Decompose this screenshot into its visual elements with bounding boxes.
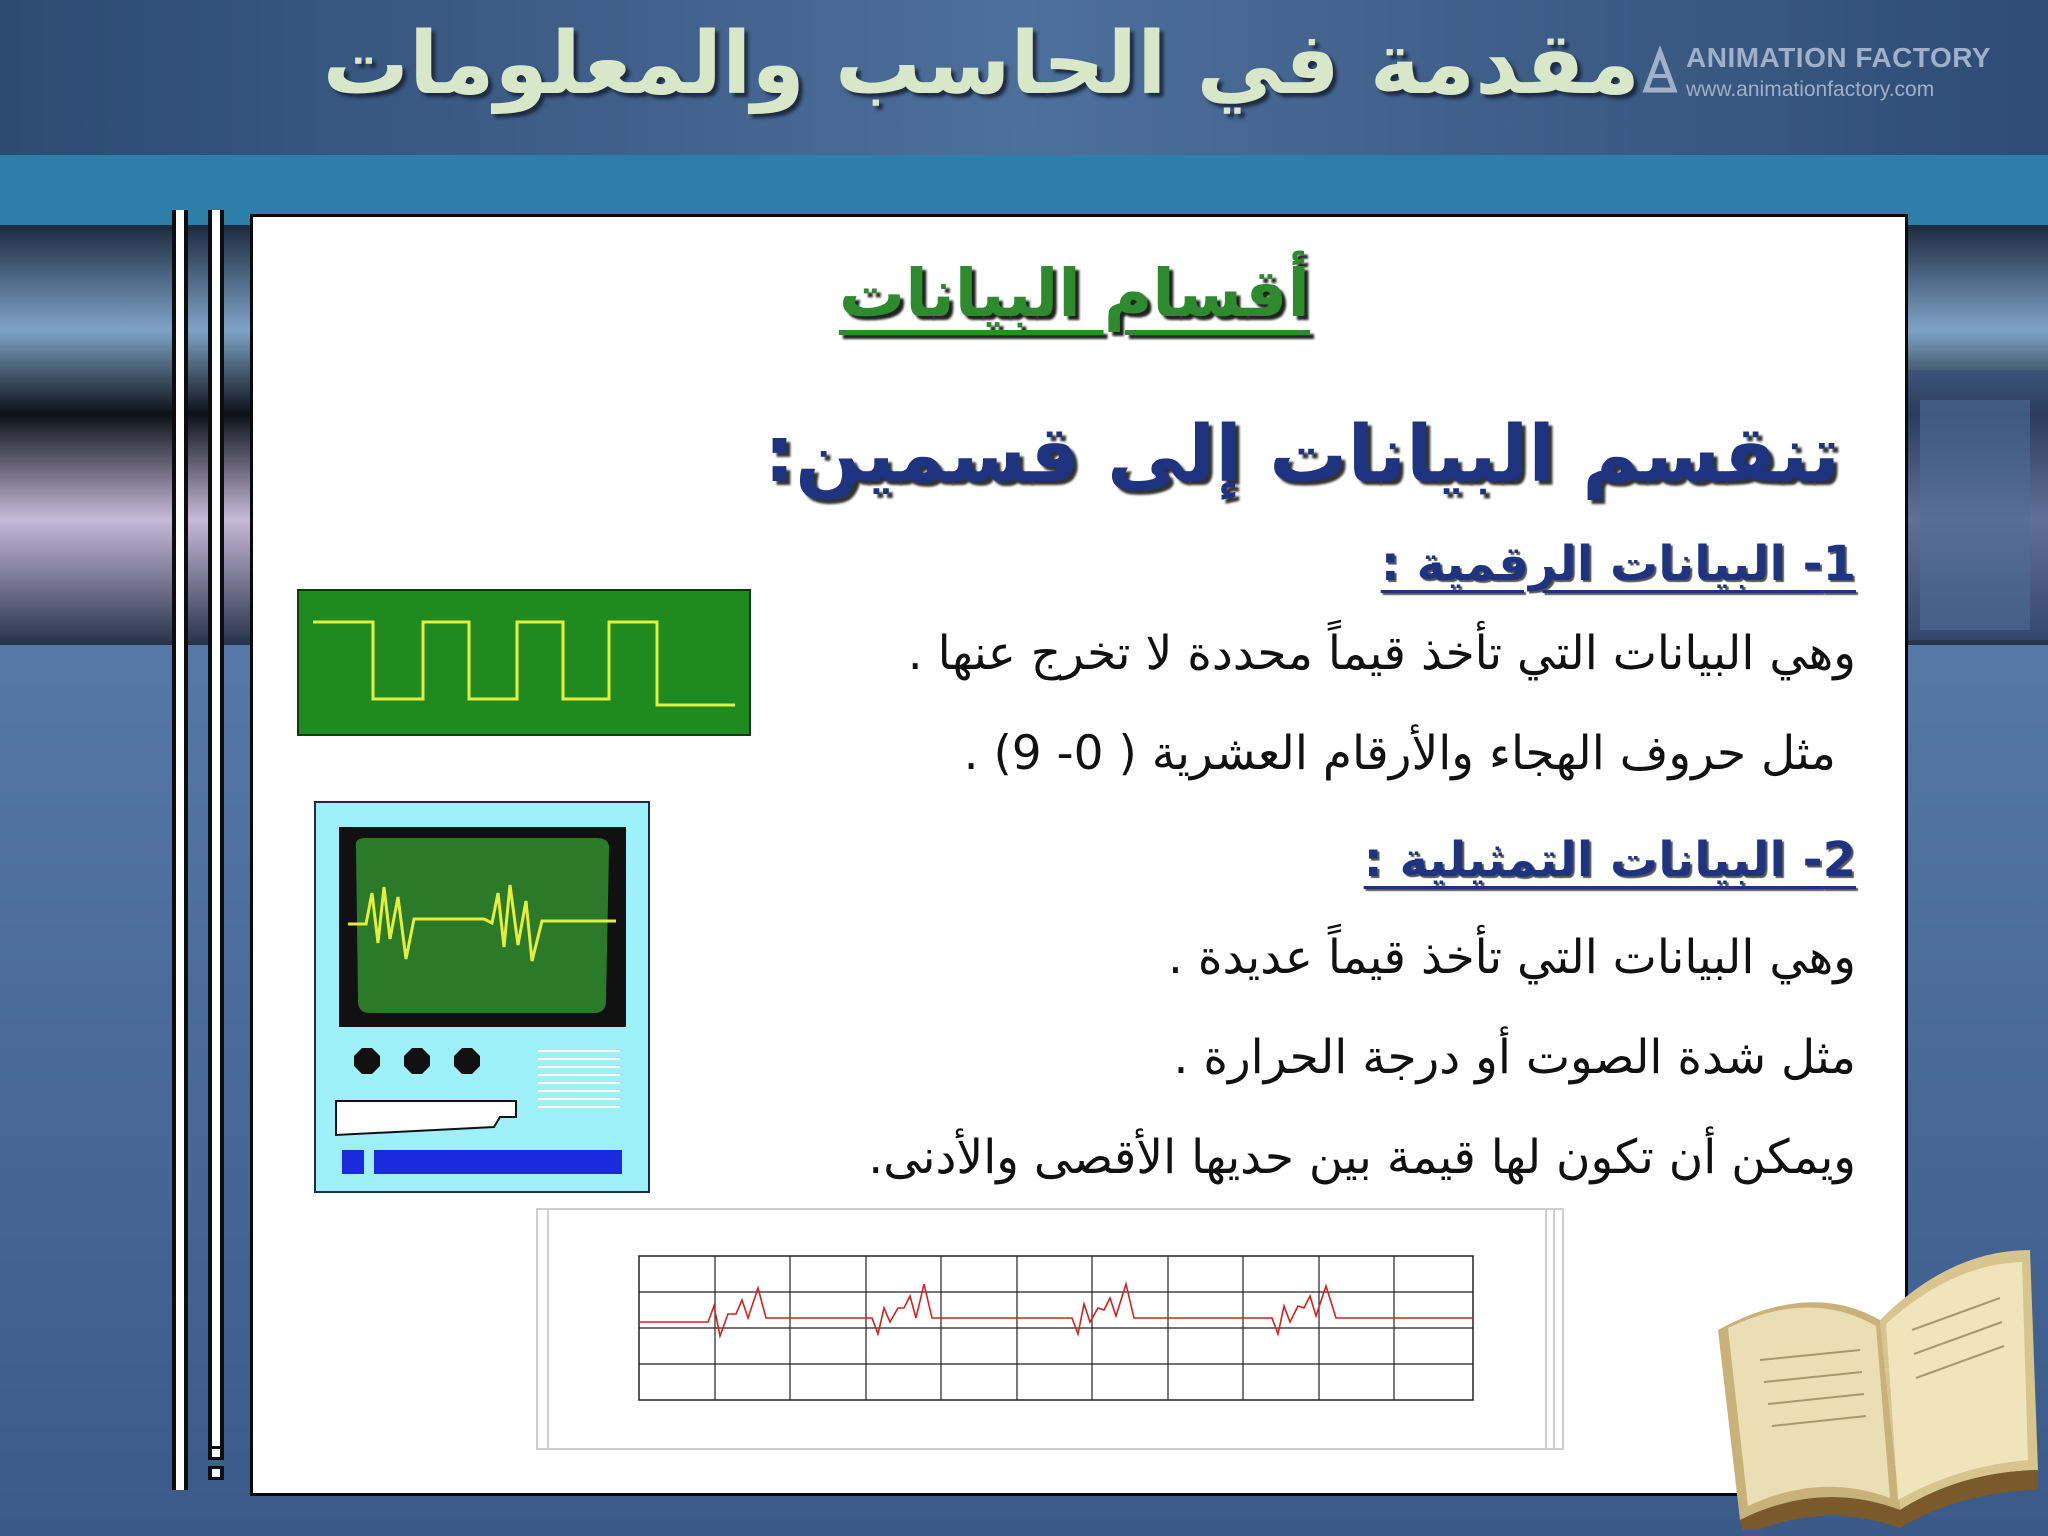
digital-data-example: مثل حروف الهجاء والأرقام العشرية ( 0- 9) . bbox=[963, 726, 1836, 781]
side-rails bbox=[168, 210, 238, 1500]
analog-data-title: 2- البيانات التمثيلية : bbox=[1363, 832, 1856, 888]
open-book-icon bbox=[1700, 1210, 2040, 1530]
section-title: أقسام البيانات bbox=[838, 255, 1310, 332]
animation-factory-logo bbox=[1640, 46, 1680, 96]
square-wave-icon bbox=[297, 589, 752, 737]
digital-data-title: 1- البيانات الرقمية : bbox=[1380, 536, 1856, 592]
watermark bbox=[1640, 42, 2020, 112]
slide-heading: تنقسم البيانات إلى قسمين: bbox=[763, 410, 1840, 500]
analog-data-note: ويمكن أن تكون لها قيمة بين حديها الأقصى والأدنى. bbox=[868, 1130, 1856, 1185]
watermark-brand: ANIMATION FACTORY bbox=[1686, 42, 1992, 73]
watermark-url: www.animationfactory.com bbox=[1686, 78, 1935, 101]
ecg-strip-icon bbox=[536, 1208, 1566, 1452]
digital-data-description: وهي البيانات التي تأخذ قيماً محددة لا تخرج عنها . bbox=[907, 626, 1856, 681]
monitor-icon bbox=[314, 801, 651, 1194]
page-title: مقدمة في الحاسب والمعلومات bbox=[322, 14, 1640, 114]
analog-data-description: وهي البيانات التي تأخذ قيماً عديدة . bbox=[1167, 930, 1856, 985]
analog-data-example: مثل شدة الصوت أو درجة الحرارة . bbox=[1173, 1030, 1856, 1085]
